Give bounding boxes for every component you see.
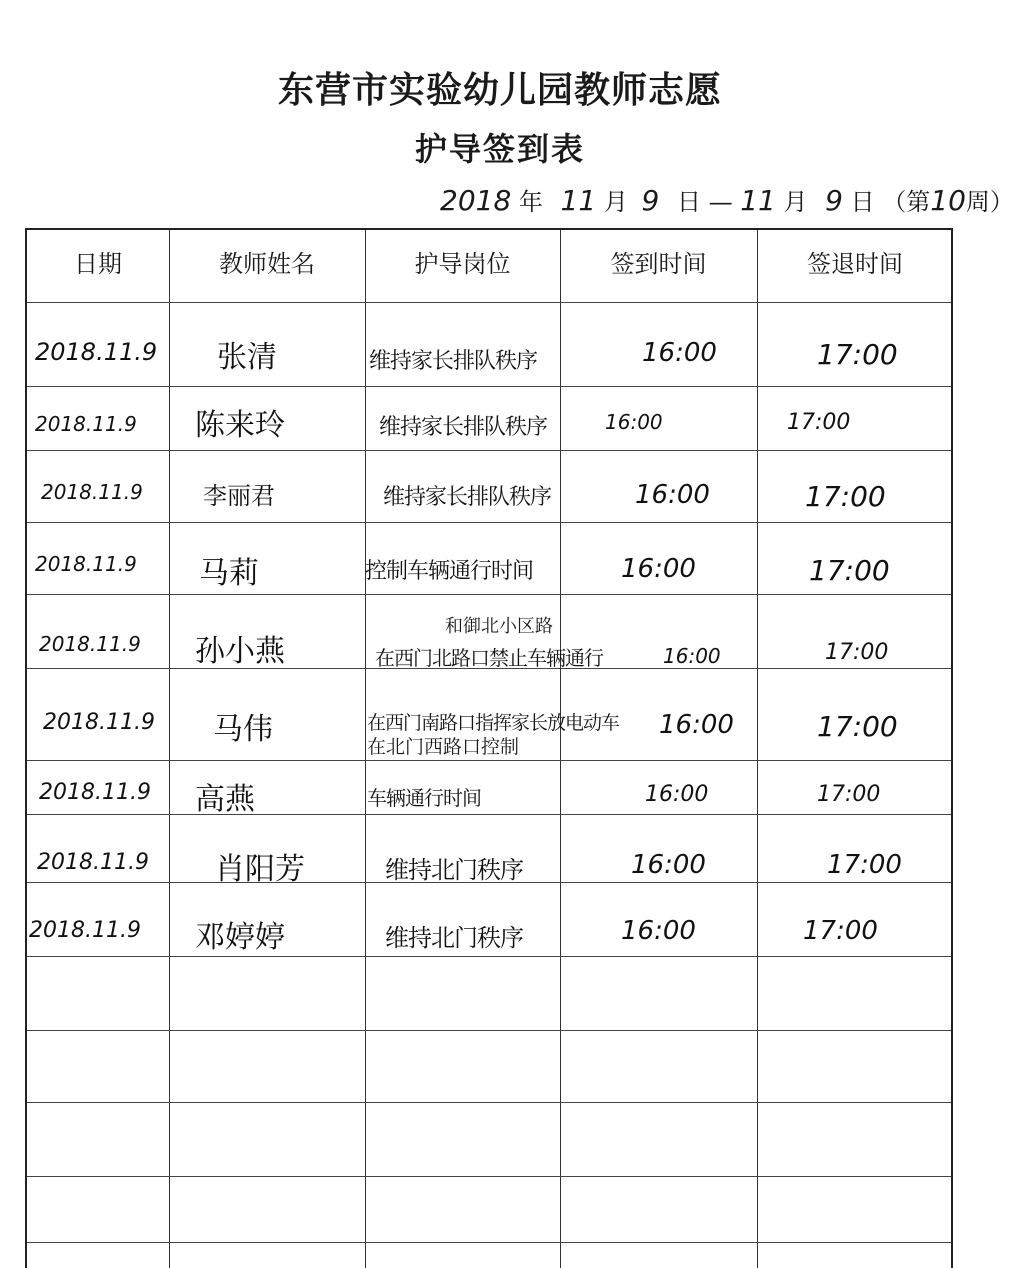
row-divider [27, 1176, 951, 1177]
row-divider [27, 522, 951, 523]
row-signout-time: 17:00 [805, 480, 886, 513]
row-divider [27, 594, 951, 595]
row-post: 维持家长排队秩序 [369, 349, 538, 374]
row-post: 维持北门秩序 [385, 856, 523, 884]
row-divider [27, 302, 951, 303]
row-date: 2018.11.9 [39, 632, 141, 656]
range-dash: — [708, 188, 733, 216]
year-label: 年 [518, 188, 543, 216]
row-teacher-name: 高燕 [195, 782, 255, 817]
row-signin-time: 16:00 [642, 338, 717, 368]
row-signout-time: 17:00 [787, 410, 851, 435]
row-divider [27, 386, 951, 387]
header-teacher-name: 教师姓名 [219, 250, 315, 278]
row-signout-time: 17:00 [825, 640, 889, 665]
row-date: 2018.11.9 [35, 338, 158, 366]
row-signin-time: 16:00 [663, 644, 721, 668]
row-divider [27, 760, 951, 761]
row-signin-time: 16:00 [659, 710, 734, 740]
row-signin-time: 16:00 [631, 850, 706, 880]
row-signin-time: 16:00 [621, 916, 696, 946]
start-year: 2018 [440, 184, 512, 217]
week-number: 10 [930, 184, 966, 217]
row-teacher-name: 邓婷婷 [195, 920, 285, 955]
row-date: 2018.11.9 [35, 552, 137, 576]
row-signout-time: 17:00 [817, 782, 881, 807]
form-title: 东营市实验幼儿园教师志愿 [277, 69, 722, 111]
week-open: （第 [882, 188, 931, 216]
row-divider [27, 450, 951, 451]
row-post: 控制车辆通行时间 [365, 559, 534, 584]
header-post: 护导岗位 [414, 250, 511, 278]
form-subtitle: 护导签到表 [414, 130, 585, 168]
row-post: 车辆通行时间 [367, 786, 481, 810]
row-date: 2018.11.9 [37, 850, 149, 875]
row-date: 2018.11.9 [41, 480, 143, 504]
row-teacher-name: 肖阳芳 [215, 852, 305, 887]
row-signout-time: 17:00 [809, 554, 890, 587]
row-signin-time: 16:00 [605, 410, 663, 434]
row-date: 2018.11.9 [35, 412, 137, 436]
start-month: 11 [560, 184, 597, 217]
row-teacher-name: 陈来玲 [195, 408, 285, 443]
row-teacher-name: 马伟 [213, 712, 273, 747]
month-label: 月 [603, 188, 628, 216]
end-month: 11 [740, 184, 776, 217]
row-post: 维持北门秩序 [385, 924, 523, 952]
row-post: 在西门南路口指挥家长放电动车 [367, 712, 620, 734]
row-signout-time: 17:00 [817, 338, 898, 371]
row-teacher-name: 李丽君 [203, 482, 275, 510]
header-signout-time: 签退时间 [807, 250, 903, 278]
signin-table [25, 228, 953, 1268]
row-signout-time: 17:00 [827, 850, 902, 880]
end-month-label: 月 [783, 188, 808, 216]
row-divider [27, 1242, 951, 1243]
date-range [440, 182, 1014, 217]
end-day-label: 日 [850, 188, 875, 216]
row-divider [27, 1030, 951, 1031]
row-date: 2018.11.9 [29, 918, 141, 943]
week-close: 周） [965, 188, 1014, 216]
row-signout-time: 17:00 [803, 916, 878, 946]
row-signin-time: 16:00 [635, 480, 710, 510]
start-day: 9 [641, 184, 660, 217]
header-signin-time: 签到时间 [610, 250, 707, 278]
row-post: 在西门北路口禁止车辆通行 [375, 646, 603, 670]
row-divider [27, 814, 951, 815]
row-signin-time: 16:00 [621, 554, 696, 584]
row-divider [27, 956, 951, 957]
day-label: 日 [676, 188, 701, 216]
row-post-note: 和御北小区路 [445, 616, 553, 637]
end-day: 9 [825, 184, 843, 217]
row-teacher-name: 孙小燕 [195, 634, 285, 669]
row-post-line2: 在北门西路口控制 [367, 736, 520, 758]
row-divider [27, 1102, 951, 1103]
row-signin-time: 16:00 [645, 782, 709, 807]
row-signout-time: 17:00 [817, 710, 898, 743]
header-date: 日期 [74, 250, 122, 278]
row-teacher-name: 马莉 [199, 556, 259, 591]
row-date: 2018.11.9 [39, 780, 151, 805]
row-teacher-name: 张清 [217, 340, 277, 375]
row-date: 2018.11.9 [43, 710, 155, 735]
row-post: 维持家长排队秩序 [383, 485, 552, 510]
row-post: 维持家长排队秩序 [379, 415, 548, 440]
